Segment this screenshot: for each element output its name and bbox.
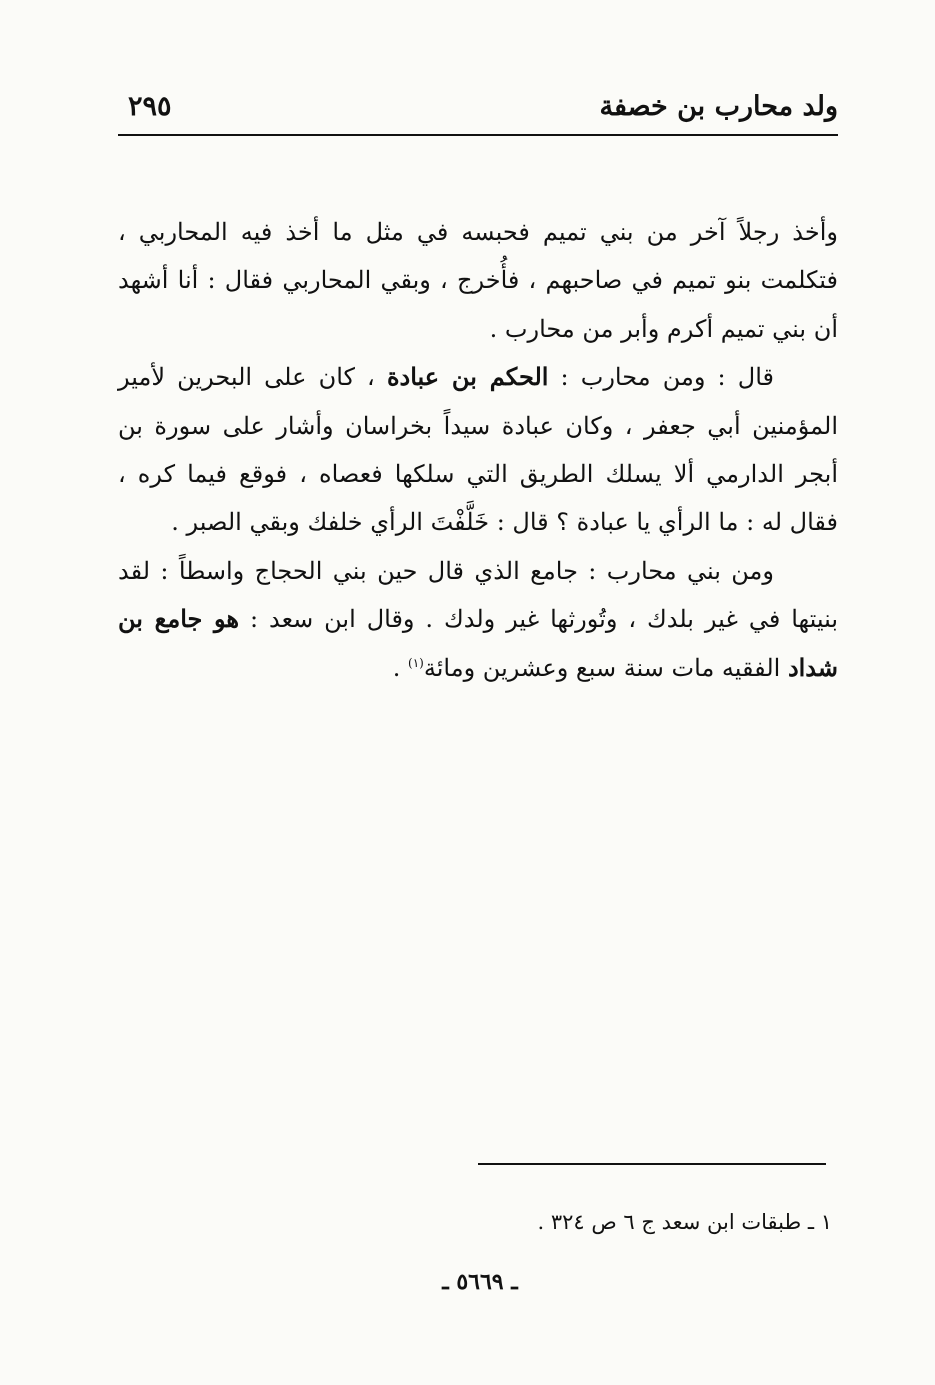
page-number: ٢٩٥ bbox=[128, 91, 172, 122]
paragraph-2 bbox=[118, 353, 838, 547]
paragraph-3-rest: الفقيه مات سنة سبع وعشرين ومائة bbox=[423, 653, 788, 682]
name-jami-ibn-shaddad: هو جامع بن شداد bbox=[118, 604, 838, 682]
paragraph-3-lead: ومن بني محارب : جامع الذي قال حين بني الحجاج واسطاً : لقد بنيتها في غير بلدك ، وتُورثها غير ولدك . وقال ابن سعد : bbox=[118, 556, 838, 634]
footnote-marker: (١) bbox=[408, 655, 424, 670]
paragraph-3 bbox=[118, 547, 838, 692]
footnote-rule bbox=[478, 1163, 826, 1165]
name-al-hakam: الحكم بن عبادة bbox=[386, 362, 549, 392]
paragraph-3-end: . bbox=[392, 653, 409, 682]
footnote: ١ ـ طبقات ابن سعد ج ٦ ص ٣٢٤ . bbox=[537, 1210, 832, 1234]
paragraph-2-lead: قال : ومن محارب : bbox=[548, 363, 774, 392]
running-title: ولد محارب بن خصفة bbox=[599, 91, 838, 122]
body-text bbox=[118, 208, 838, 692]
folio-number: ـ ٥٦٦٩ ـ bbox=[442, 1269, 518, 1295]
paragraph-1: وأخذ رجلاً آخر من بني تميم فحبسه في مثل ما أخذ فيه المحاربي ، فتكلمت بنو تميم في صاحبهم ، فأُخرج ، وبقي المحاربي فقال : أنا أشهد أن بني تميم أكرم وأبر من محارب . bbox=[118, 218, 838, 343]
header-rule bbox=[118, 134, 838, 136]
page-header bbox=[118, 88, 838, 138]
paragraph-2-rest: ، كان على البحرين لأمير المؤمنين أبي جعفر ، وكان عبادة سيداً بخراسان وأشار على سورة بن أبجر الدارمي ألا يسلك الطريق التي سلكها فعصاه ، فوقع فيما كره ، فقال له : ما الرأي يا عبادة ؟ قال : خَلَّفْتَ الرأي خلفك وبقي الصبر . bbox=[118, 363, 839, 537]
